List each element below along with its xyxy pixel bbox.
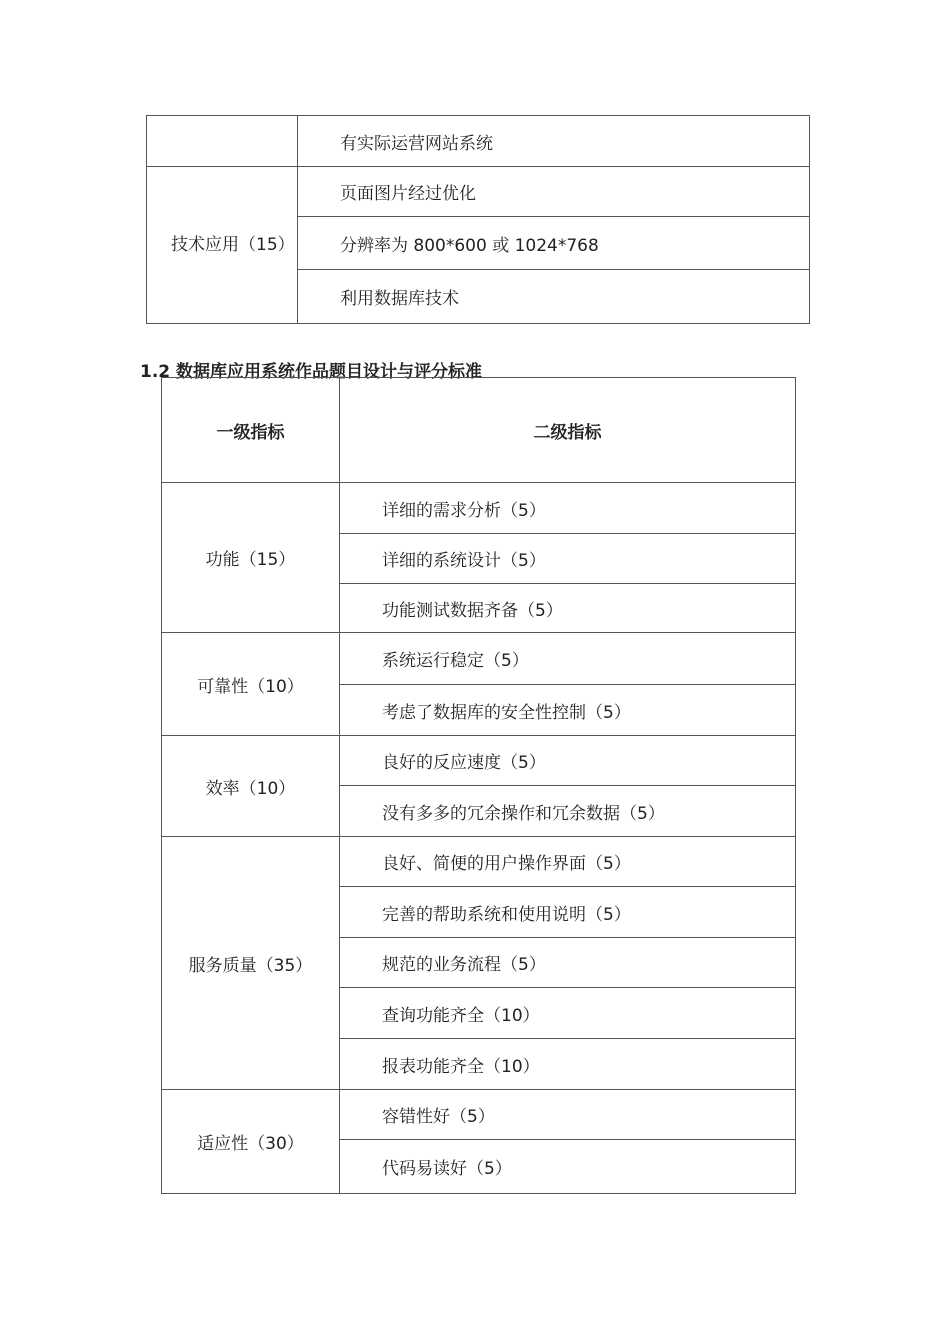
secondary-indicator-cell: 详细的系统设计（5） — [340, 534, 796, 584]
scoring-table-continuation — [146, 115, 810, 324]
table-row — [162, 736, 796, 786]
secondary-indicator-cell: 考虑了数据库的安全性控制（5） — [340, 685, 796, 736]
table-row — [147, 167, 810, 217]
secondary-indicator-cell: 没有多多的冗余操作和冗余数据（5） — [340, 786, 796, 837]
secondary-indicator-cell: 系统运行稳定（5） — [340, 633, 796, 685]
primary-indicator-cell: 功能（15） — [162, 483, 340, 633]
secondary-indicator-cell: 功能测试数据齐备（5） — [340, 584, 796, 633]
header-primary-indicator: 一级指标 — [162, 378, 340, 483]
primary-indicator-cell: 服务质量（35） — [162, 837, 340, 1090]
table-header-row — [162, 378, 796, 483]
section-heading: 1.2 数据库应用系统作品题目设计与评分标准 — [140, 362, 483, 382]
secondary-indicator-cell: 分辨率为 800*600 或 1024*768 — [298, 217, 810, 270]
secondary-indicator-cell: 容错性好（5） — [340, 1090, 796, 1140]
primary-indicator-cell: 效率（10） — [162, 736, 340, 837]
table-row — [162, 483, 796, 534]
secondary-indicator-cell: 代码易读好（5） — [340, 1140, 796, 1194]
table-row — [162, 633, 796, 685]
secondary-indicator-cell: 良好、简便的用户操作界面（5） — [340, 837, 796, 887]
table-row — [147, 116, 810, 167]
secondary-indicator-cell: 详细的需求分析（5） — [340, 483, 796, 534]
primary-indicator-cell: 适应性（30） — [162, 1090, 340, 1194]
primary-indicator-cell: 技术应用（15） — [147, 167, 298, 324]
primary-indicator-cell-empty — [147, 116, 298, 167]
secondary-indicator-cell: 查询功能齐全（10） — [340, 988, 796, 1039]
secondary-indicator-cell: 报表功能齐全（10） — [340, 1039, 796, 1090]
header-secondary-indicator: 二级指标 — [340, 378, 796, 483]
primary-indicator-cell: 可靠性（10） — [162, 633, 340, 736]
secondary-indicator-cell: 页面图片经过优化 — [298, 167, 810, 217]
table-row — [162, 1090, 796, 1140]
secondary-indicator-cell: 完善的帮助系统和使用说明（5） — [340, 887, 796, 938]
secondary-indicator-cell: 有实际运营网站系统 — [298, 116, 810, 167]
secondary-indicator-cell: 利用数据库技术 — [298, 270, 810, 324]
secondary-indicator-cell: 良好的反应速度（5） — [340, 736, 796, 786]
table-row — [162, 837, 796, 887]
secondary-indicator-cell: 规范的业务流程（5） — [340, 938, 796, 988]
database-scoring-table — [161, 377, 796, 1194]
